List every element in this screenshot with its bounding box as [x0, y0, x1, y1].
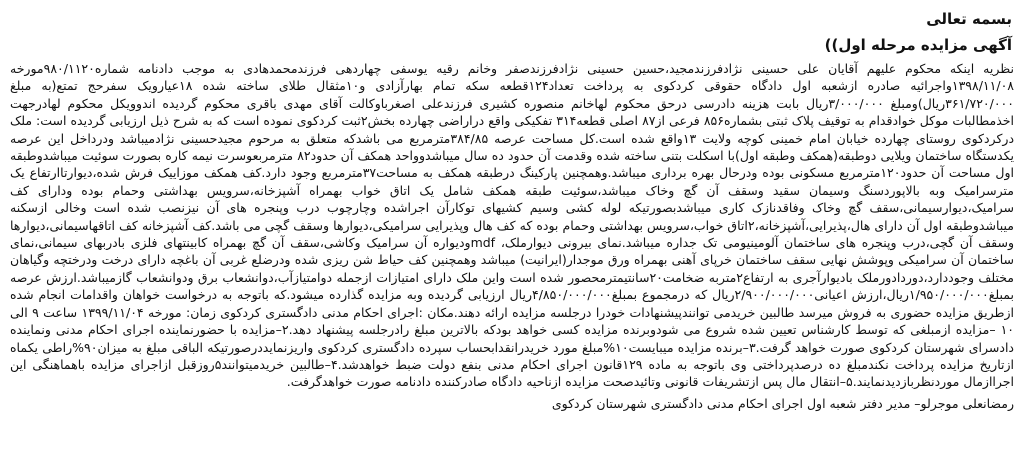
basmala-heading: بسمه تعالی — [926, 10, 1012, 28]
notice-title: آگهی مزایده مرحله اول)) — [824, 36, 1012, 54]
notice-signature: رمضانعلی موجرلو– مدیر دفتر شعبه اول اجرای احکام مدنی دادگستری شهرستان کردکوی — [551, 395, 1014, 411]
notice-body-paragraph: نظریه اینکه محکوم علیهم آقایان علی حسینی نژادفرزندمجید،حسین حسینی نژادفرزندصفر وخانم رقیه یوسفی چهاردهی فرزندمحمدهادی به موجب دادنامه شماره۹۸۰/۱۱۲۰مورخه ۱۳۹۸/۱۱/۰۸واجرائیه صادره ازشعبه اول دادگاه حقوقی کردکوی به پرداخت تعداد۱۲۴قطعه سکه تمام بهارآزادی و۱۰مثقال طلای ساخته شده ۱۸عیارویک سفرحج تمتع(به مبلغ ۳۶۱/۷۲۰/۰۰۰ریال)ومبلغ ۳/۰۰۰/۰۰۰ریال بابت هزینه دادرسی درحق محکوم لهاخانم منصوره کشیری فرزندعلی اصغرباوکالت آقای مهدی باقری محکوم گردیده اندوویکل محکوم لهادرجهت اخذمطالبات موکل خوادقدام به توقیف پلاک ثبتی بشماره۸۵۶ فرعی از۸۷ اصلی قطعه۳۱۴ تفکیکی واقع دراراضی چهارده بخش۲ثبت کردکوی نموده است که به شرح ذیل ارزیابی گردیده است: ملک درکردکوی روستای چهارده خیابان امام خمینی کوچه ولایت ۱۳واقع شده است.کل مساحت عرصه ۳۸۴/۸۵مترمربع می باشدکه متعلق به مرحوم مجیدحسینی نژادمیباشد ودرداخل این عرصه یکدستگاه ساختمان ویلایی دوطبقه(همکف وطبقه اول)با اسکلت بتنی ساخته شده وقدمت آن حدود ده سال میباشدوواحد همکف آن حدود۸۲ مترمربعوسرت نیمه کاره بصورت سوئیت میباشدوطبقه اول مساحت آن حدود۱۲۰مترمربع مسکونی بوده ودرحال بهره برداری میباشد.وهمچنین پارکینگ درطبقه همکف به مساحت۳۷مترمربع وجود دارد.کف همکف موزاییک فرش شده،دیوارتاارتفاع یک مترسرامیک وبه بالاپوردسنگ وسیمان سقید وسقف آن گچ وخاک میباشد،سوئیت طبقه همکف شامل یک اتاق خواب بهمراه آشپزخانه،سرویس بهداشتی وحمام بوده ودارای کف سرامیک،دیوارسیمانی،سقف گچ وخاک وفاقدنازک کاری میباشدبصورتیکه لوله کشی وسیم کشیهای توکارآن اجراشده وچارچوب درب وپنجره های آن نیزنصب شده است وخالی ازسکنه میباشدوطبقه اول آن دارای هال،پذیرایی،آشپزخانه،۲اتاق خواب،سرویس بهداشتی وحمام بوده که کف هال وپذیرایی سرامیکی،دیوارها وسقف گچی می باشد.کف آشپزخانه کف اتاقهاسیمانی،دیوارها وسقف آن گچی،درب وپنجره های ساختمان آلومینیومی تک جداره میباشد.نمای بیرونی دیوارملک، mdfودیواره آن سرامیک وکاشی،سقف آن گچ بهمراه کابینتهای فلزی بادربهای سیمانی،نمای ساختمان آن سرامیکی وپوشش نهایی سقف ساختمان خرپای آهنی بهمراه ورق موجدار(ایرانیت) میباشد وهمچنین کف حیاط شن ریزی شده ودرضلع غربی آن باغچه دارای درخت ودرختچه وگیاهان مختلف وجوددارد،دوردادورملک بادیوارآجری به ارتفاع۲متربه ضخامت۲۰سانتیمترمحصور شده است واین ملک دارای امتیازات ازجمله دوامتیازآب،دوانشعاب برق ودوانشعاب گازمیباشد.ارزش عرصه بمبلغ۱/۹۵۰/۰۰۰/۰۰۰ریال،ارزش اعیانی۲/۹۰۰/۰۰۰/۰۰۰ریال که درمجموع بمبلغ۴/۸۵۰/۰۰۰/۰۰۰ریال ارزیابی گردیده وبه مزایده گذارده میشود.که باتوجه به درخواست خواهان واقدامات انجام شده ازطریق مزایده حضوری به فروش میرسد طالبین خریدمی توانندپیشنهادات خودرا درجلسه مزایده ارائه دهند.مکان :اجرای احکام مدنی دادگستری کردکوی زمان: مورخه ۱۳۹۹/۱۱/۰۴ ساعت ۹ الی ۱۰ –مزایده ازمبلغی که توسط کارشناس تعیین شده شروع می شودوبرنده مزایده کسی خواهد بودکه بالاترین مبلغ رادرجلسه پیشنهاد دهد.۲–مزایده با حضورنماینده اجرای احکام مدنی ونماینده دادسرای شهرستان کردکوی صورت خواهد گرفت.۳–برنده مزایده میبایست۱۰%مبلغ مورد خریدرانقدابحساب سپرده دادگستری کردکوی واریزنمایددرصورتیکه الباقی مبلغ به میزان۹۰%راطی یکماه ازتاریخ مزایده پرداخت نکندمبلغ ده درصدپرداختی وی باتوجه به ماده ۱۲۹قانون اجرای احکام مدنی بنفع دولت ضبط خواهدشد.۴–طالبین خریدمیتوانند۵روزقبل ازاجرای مزایده باهماهنگی این اجراازمال موردنظربازدیدنمایند.۵–انتقال مال پس ازتشریفات قانونی وتائیدصحت مزایده ازناحیه دادگاه صادرکننده دادنامه صورت خواهدگرفت. — [10, 61, 1015, 390]
